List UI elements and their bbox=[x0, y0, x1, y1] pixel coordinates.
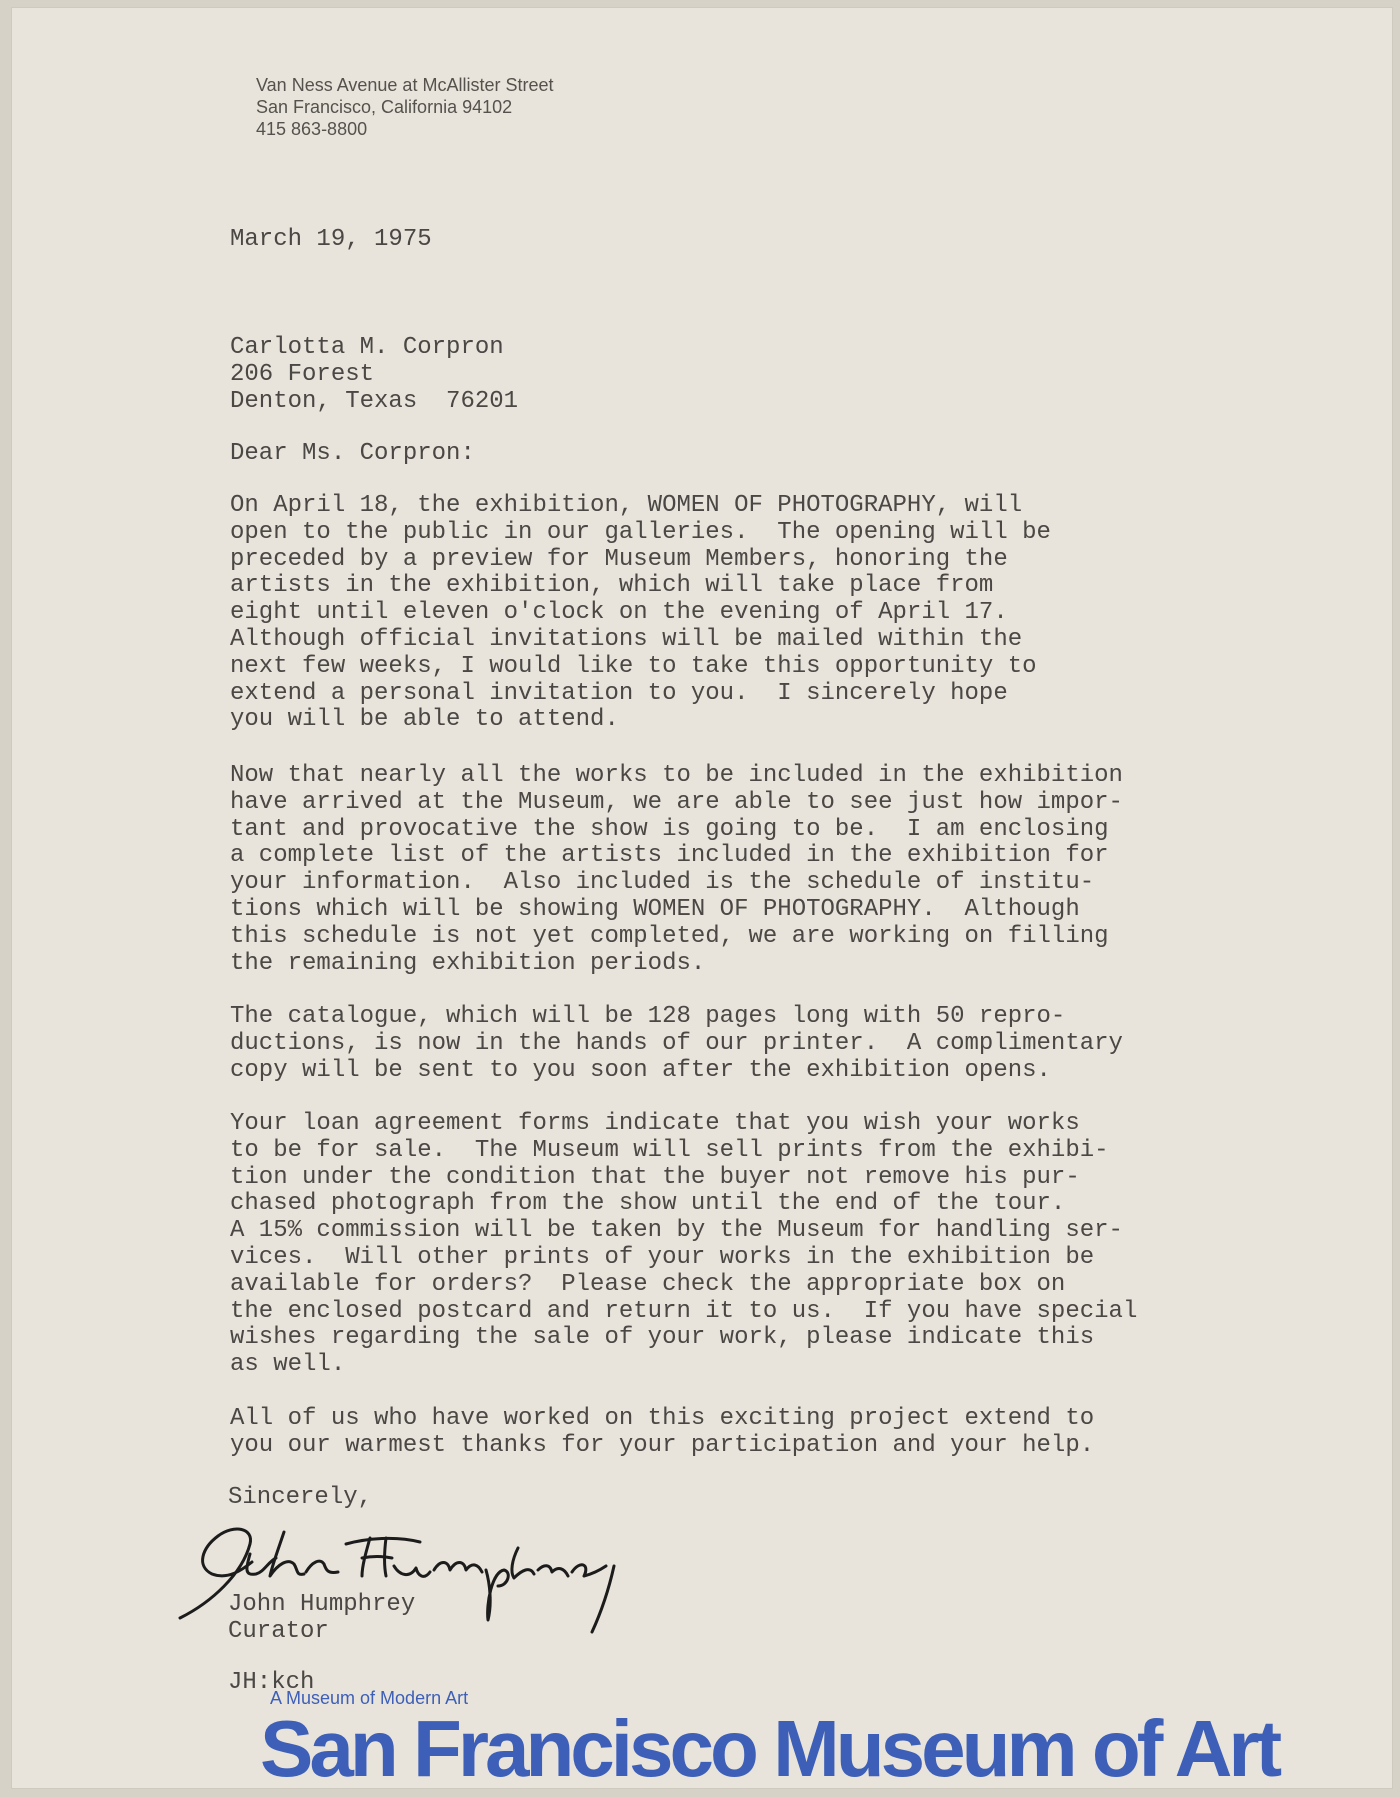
typist-initials: JH:kch bbox=[228, 1669, 315, 1696]
body-paragraph-thanks: All of us who have worked on this exciting project extend to you our warmest thanks for your participation and your help. bbox=[230, 1405, 1095, 1459]
salutation: Dear Ms. Corpron: bbox=[230, 440, 475, 467]
letterhead-address bbox=[256, 74, 553, 140]
body-paragraph-invitation: On April 18, the exhibition, WOMEN OF PHOTOGRAPHY, will open to the public in our galleries. The opening will be preceded by a preview for Museum Members, honoring the artists in the exhibition, which will take place from eight until eleven o'clock on the evening of April 17. Although official invitations will be mailed within the next few weeks, I would like to take this opportunity to extend a personal invitation to you. I sincerely hope you will be able to attend. bbox=[230, 492, 1051, 734]
body-paragraph-artists-list: Now that nearly all the works to be included in the exhibition have arrived at the Museum, we are able to see just how impor- tant and provocative the show is going to be. I am enclosing a complete list of the artists included in the exhibition for your information. Also included is the schedule of institu- tions which will be showing WOMEN OF PHOTOGRAPHY. Although this schedule is not yet completed, we are working on filling the remaining exhibition periods. bbox=[230, 762, 1123, 977]
letter-page bbox=[12, 8, 1392, 1793]
signer-title: Curator bbox=[228, 1618, 329, 1645]
letterhead-street: Van Ness Avenue at McAllister Street bbox=[256, 75, 554, 95]
museum-tagline: A Museum of Modern Art bbox=[270, 1688, 469, 1708]
recipient-address: Carlotta M. Corpron 206 Forest Denton, Texas 76201 bbox=[230, 334, 519, 415]
letter-date: March 19, 1975 bbox=[230, 226, 432, 253]
museum-name-logo: San Francisco Museum of Art bbox=[260, 1704, 1279, 1793]
letterhead-phone: 415 863-8800 bbox=[256, 119, 368, 139]
closing: Sincerely, bbox=[228, 1484, 373, 1511]
signer-name: John Humphrey bbox=[228, 1591, 416, 1618]
body-paragraph-sales: Your loan agreement forms indicate that you wish your works to be for sale. The Museum will sell prints from the exhibi- tion under the condition that the buyer not remove his pur- chased photograph from the show until the end of the tour. A 15% commission will be taken by the Museum for handling ser- vices. Will other prints of your works in the exhibition be available for orders? Please check the appropriate box on the enclosed postcard and return it to us. If you have special wishes regarding the sale of your work, please indicate this as well. bbox=[230, 1110, 1138, 1379]
body-paragraph-catalogue: The catalogue, which will be 128 pages long with 50 repro- ductions, is now in the hands of our printer. A complimentary copy will be sent to you soon after the exhibition opens. bbox=[230, 1003, 1123, 1084]
letterhead-city: San Francisco, California 94102 bbox=[256, 97, 513, 117]
